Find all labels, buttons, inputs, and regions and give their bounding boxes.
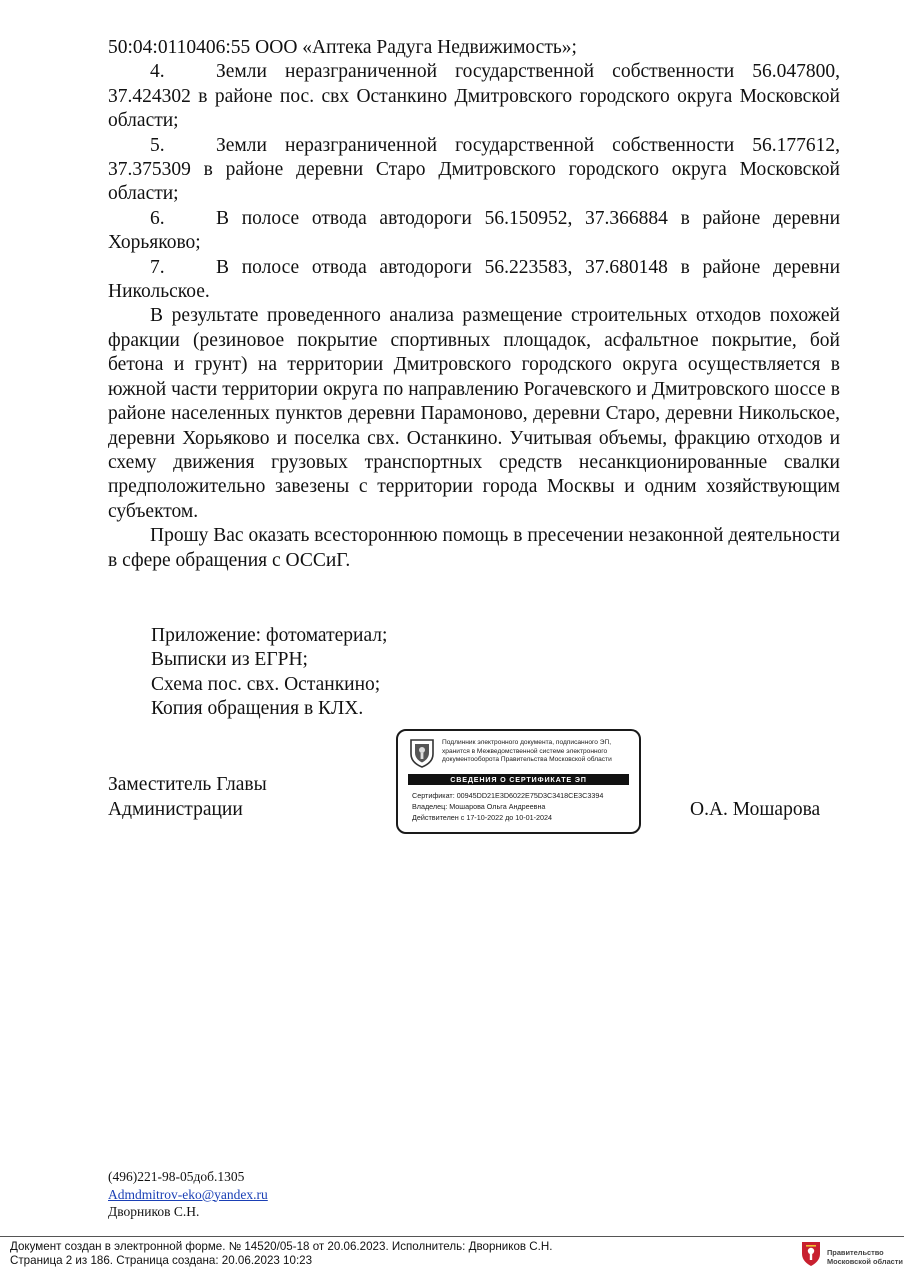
certificate-number: Сертификат: 00945DD21E3D6022E75D3C3418CE3C3394 bbox=[412, 791, 604, 800]
conclusion-paragraph: В результате проведенного анализа размещение строительных отходов похожей фракции (резиновое покрытие спортивных площадок, асфальтное покрытие, бой бетона и грунт) на территории Дмитровского городского округа осуществляется в южной части территории округа по направлению Рогачевского и Дмитровского шоссе в районе населенных пунктов деревни Парамоново, деревни Старо, деревни Никольское, деревни Хорьяково и поселка свх. Останкино. Учитывая объемы, фракцию отходов и схему движения грузовых транспортных средств несанкционированные свалки предположительно завезены с территории города Москвы и одним хозяйствующим субъектом. bbox=[108, 305, 840, 522]
gov-logo-line: Правительство bbox=[827, 1248, 884, 1257]
email-link[interactable]: Admdmitrov-eko@yandex.ru bbox=[108, 1186, 268, 1202]
attachment-line: Копия обращения в КЛХ. bbox=[151, 698, 364, 720]
certificate-validity: Действителен с 17-10-2022 до 10-01-2024 bbox=[412, 813, 553, 822]
letter-body bbox=[108, 36, 840, 573]
list-item-number: 6. bbox=[150, 207, 165, 229]
attachment-line: Схема пос. свх. Останкино; bbox=[151, 673, 381, 695]
e-signature-stamp bbox=[396, 729, 641, 834]
list-item-text: Земли неразграниченной государственной собственности 56.177612, 37.375309 в районе деревни Старо Дмитровского городского округа Московской области; bbox=[108, 134, 840, 205]
attachment-line: Приложение: фотоматериал; bbox=[151, 625, 388, 646]
stamp-header: Подлинник электронного документа, подписанного ЭП, хранится в Межведомственной системе электронного документооборота Правительства Московской области bbox=[442, 739, 612, 764]
signatory-name: О.А. Мошарова bbox=[690, 799, 821, 820]
gov-logo-line: Московской области bbox=[827, 1257, 903, 1266]
request-paragraph: Прошу Вас оказать всестороннюю помощь в пресечении незаконной деятельности в сфере обращения с ОССиГ. bbox=[108, 525, 840, 571]
list-item-text: В полосе отвода автодороги 56.223583, 37.680148 в районе деревни Никольское. bbox=[108, 256, 840, 303]
gov-emblem-icon bbox=[800, 1240, 822, 1268]
attachment-line: Выписки из ЕГРН; bbox=[151, 649, 308, 671]
list-item-text: Земли неразграниченной государственной собственности 56.047800, 37.424302 в районе пос. свх Останкино Дмитровского городского округа Московской области; bbox=[108, 61, 840, 132]
phone-number: (496)221-98-05доб.1305 bbox=[108, 1169, 245, 1184]
signatory-position bbox=[108, 772, 267, 822]
footer-divider bbox=[0, 1236, 904, 1237]
position-line: Администрации bbox=[108, 799, 243, 820]
coat-of-arms-icon bbox=[408, 737, 436, 769]
attachments-list bbox=[151, 624, 387, 722]
list-item bbox=[108, 134, 840, 207]
executor-name: Дворников С.Н. bbox=[108, 1204, 200, 1219]
list-item-number: 5. bbox=[150, 134, 165, 156]
list-item bbox=[108, 207, 840, 256]
cadastral-line: 50:04:0110406:55 ООО «Аптека Радуга Недвижимость»; bbox=[108, 37, 577, 58]
contacts-block bbox=[108, 1168, 268, 1221]
list-item bbox=[108, 60, 840, 133]
list-item-number: 7. bbox=[150, 256, 165, 278]
certificate-bar: СВЕДЕНИЯ О СЕРТИФИКАТЕ ЭП bbox=[408, 774, 629, 785]
certificate-owner: Владелец: Мошарова Ольга Андреевна bbox=[412, 802, 546, 811]
list-item bbox=[108, 256, 840, 305]
footer-line: Документ создан в электронной форме. № 14520/05-18 от 20.06.2023. Исполнитель: Дворников С.Н. bbox=[10, 1240, 553, 1253]
footer-line: Страница 2 из 186. Страница создана: 20.06.2023 10:23 bbox=[10, 1253, 313, 1267]
list-item-number: 4. bbox=[150, 61, 165, 83]
position-line: Заместитель Главы bbox=[108, 774, 267, 795]
list-item-text: В полосе отвода автодороги 56.150952, 37.366884 в районе деревни Хорьяково; bbox=[108, 207, 840, 254]
government-logo bbox=[800, 1240, 903, 1272]
gov-logo-text bbox=[827, 1248, 903, 1266]
footer-info bbox=[10, 1240, 553, 1267]
